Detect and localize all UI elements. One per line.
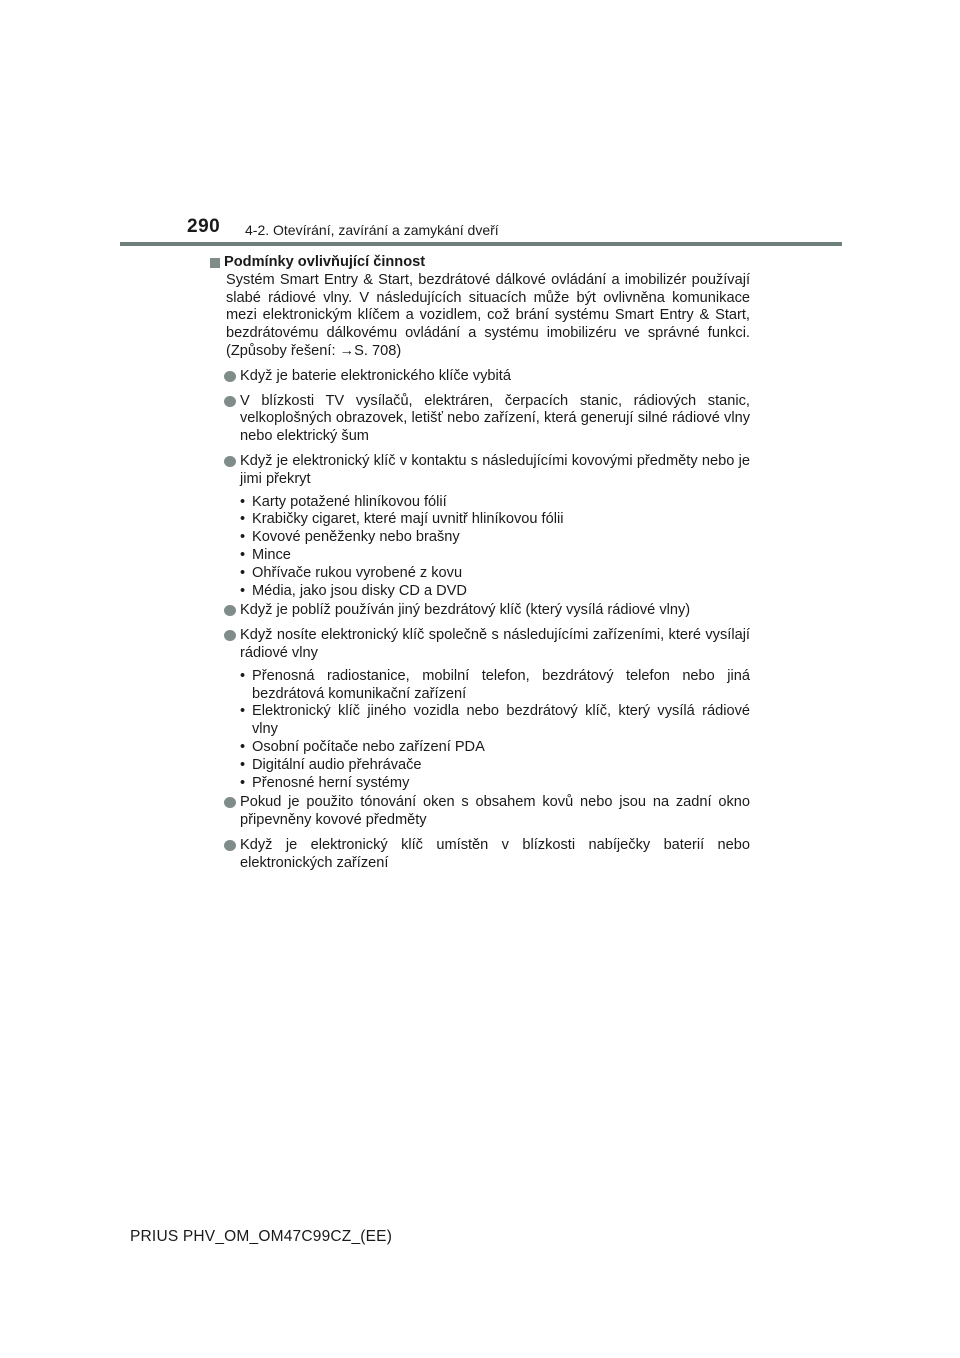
circle-bullet-icon bbox=[224, 605, 236, 616]
list-item bbox=[224, 602, 750, 620]
condition-list bbox=[224, 368, 750, 873]
dot-bullet-icon: • bbox=[240, 582, 246, 599]
sub-list-item: • Média, jako jsou disky CD a DVD bbox=[240, 582, 467, 599]
dot-bullet-icon: • bbox=[240, 756, 246, 773]
list-item-text: Když je baterie elektronického klíče vybitá bbox=[240, 367, 511, 384]
dot-bullet-icon: • bbox=[240, 703, 246, 720]
circle-bullet-icon bbox=[224, 396, 236, 407]
sub-list-item: • Mince bbox=[240, 546, 291, 563]
sub-list bbox=[240, 668, 750, 793]
page-number: 290 bbox=[187, 216, 221, 237]
list-item bbox=[224, 837, 750, 873]
dot-bullet-icon: • bbox=[240, 667, 246, 684]
circle-bullet-icon bbox=[224, 797, 236, 808]
list-item-text: Když je poblíž používán jiný bezdrátový klíč (který vysílá rádiové vlny) bbox=[240, 602, 691, 619]
sub-list-item: • Přenosné herní systémy bbox=[240, 774, 410, 791]
document-id: PRIUS PHV_OM_OM47C99CZ_(EE) bbox=[130, 1228, 393, 1245]
header-divider bbox=[120, 242, 842, 246]
list-item bbox=[224, 393, 750, 446]
circle-bullet-icon bbox=[224, 371, 236, 382]
list-item bbox=[224, 368, 750, 386]
section-heading-text: Podmínky ovlivňující činnost bbox=[224, 254, 426, 270]
list-item-text: Když je elektronický klíč umístěn v blízkosti nabíječky baterií nebo elektronických zařízení bbox=[240, 836, 750, 871]
dot-bullet-icon: • bbox=[240, 511, 246, 528]
list-item-text: Pokud je použito tónování oken s obsahem kovů nebo jsou na zadní okno připevněny kovové předměty bbox=[240, 794, 750, 829]
intro-paragraph: Systém Smart Entry & Start, bezdrátové dálkové ovládání a imobilizér používají slabé rádiové vlny. V následujících situacích může být ovlivněna komunikace mezi elektronickým klíčem a vozidlem, což brání systému Smart Entry & Start, bezdrátovému dálkovému ovládání a systému imobilizéru ve správné funkci. (Způsoby řešení: →S. 708) bbox=[226, 271, 750, 359]
dot-bullet-icon: • bbox=[240, 564, 246, 581]
circle-bullet-icon bbox=[224, 840, 236, 851]
dot-bullet-icon: • bbox=[240, 493, 246, 510]
list-item bbox=[224, 627, 750, 792]
dot-bullet-icon: • bbox=[240, 774, 246, 791]
section-heading bbox=[210, 254, 750, 272]
sub-list-item: • Ohřívače rukou vyrobené z kovu bbox=[240, 564, 463, 581]
dot-bullet-icon: • bbox=[240, 529, 246, 546]
section-title: 4-2. Otevírání, zavírání a zamykání dveří bbox=[245, 222, 499, 238]
sub-list-item: • Karty potažené hliníkovou fólií bbox=[240, 493, 447, 510]
list-item-body bbox=[240, 453, 750, 600]
page-header bbox=[0, 0, 960, 250]
sub-list-item: • Digitální audio přehrávače bbox=[240, 756, 422, 773]
dot-bullet-icon: • bbox=[240, 546, 246, 563]
sub-list-item: • Krabičky cigaret, které mají uvnitř hliníkovou fólii bbox=[240, 511, 564, 528]
square-bullet-icon bbox=[210, 258, 220, 268]
list-item bbox=[224, 794, 750, 830]
list-item bbox=[224, 453, 750, 600]
list-item-text: Když je elektronický klíč v kontaktu s následujícími kovovými předměty nebo je jimi překryt bbox=[240, 452, 750, 487]
circle-bullet-icon bbox=[224, 456, 236, 467]
sub-list-item: • Elektronický klíč jiného vozidla nebo bezdrátový klíč, který vysílá rádiové vlny bbox=[240, 703, 750, 738]
sub-list bbox=[240, 494, 750, 601]
list-item-text: Když nosíte elektronický klíč společně s následujícími zařízeními, které vysílají rádiové vlny bbox=[240, 627, 750, 661]
main-content bbox=[210, 254, 750, 873]
list-item-text: V blízkosti TV vysílačů, elektráren, čerpacích stanic, rádiových stanic, velkoplošných obrazovek, letišť nebo zařízení, která generují silné rádiové vlny nebo elektrický šum bbox=[240, 392, 750, 445]
sub-list-item: • Přenosná radiostanice, mobilní telefon, bezdrátový telefon nebo jiná bezdrátová komunikační zařízení bbox=[240, 667, 750, 702]
sub-list-item: • Osobní počítače nebo zařízení PDA bbox=[240, 738, 485, 755]
circle-bullet-icon bbox=[224, 630, 236, 641]
dot-bullet-icon: • bbox=[240, 738, 246, 755]
list-item-body bbox=[240, 627, 750, 792]
sub-list-item: • Kovové peněženky nebo brašny bbox=[240, 529, 460, 546]
